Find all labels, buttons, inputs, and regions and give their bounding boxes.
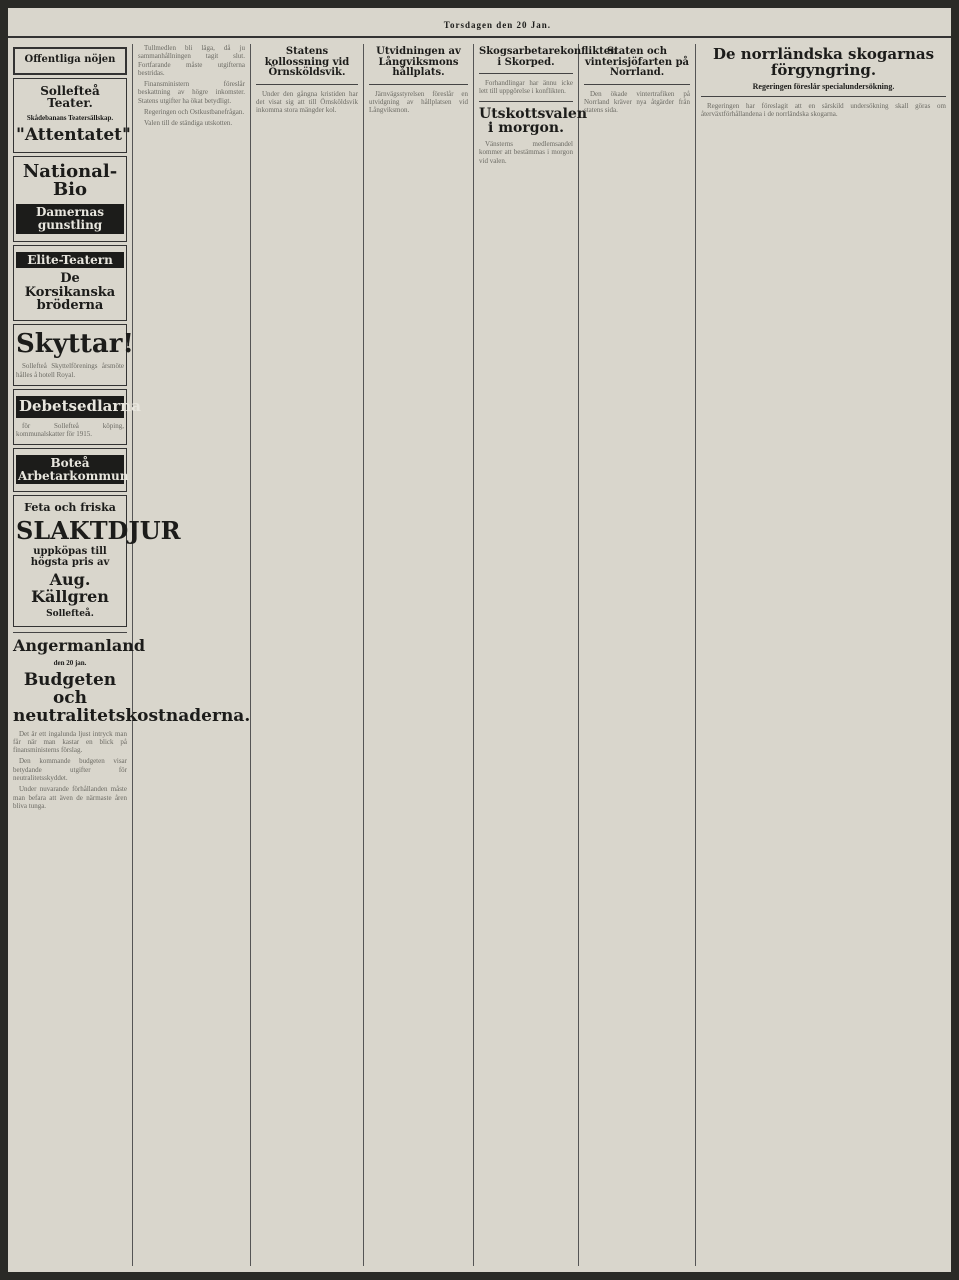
slaktdjur-ad: Feta och friska SLAKTDJUR uppköpas till högsta pris av Aug. Källgren Sollefteå. (13, 495, 127, 627)
ornskoldsvik-title: Statens kollossning vid Örnsköldsvik. (264, 46, 350, 78)
column-4 (364, 44, 474, 1266)
offentliga-noejen-header: Offentliga nöjen (13, 47, 127, 75)
utskottsvalen-title: Utskottsvalen i morgon. (479, 105, 588, 137)
debetsedlarna-ad: Debetsedlarna för Sollefteå köping, kommunalskatter för 1915. (13, 389, 127, 445)
norrlandska-title: De norrländska skogarnas förgyngring. (712, 45, 935, 79)
langvik-title: Utvidningen av Långviksmons hållplats. (376, 46, 461, 78)
skogsarbetare-title: Skogsarbetarekonflikten i Skorped. (479, 46, 618, 68)
masthead (8, 8, 951, 38)
elite-teatern-ad: Elite-Teatern De Korsikanska bröderna (13, 245, 127, 322)
statens-vinter-title: Staten och vinterisjöfarten på Norrland. (584, 46, 690, 78)
skyttar-ad: Skyttar! Sollefteå Skyttelförenings årsmöte hålles å hotell Royal. (13, 324, 127, 386)
column-3 (251, 44, 364, 1266)
botea-ad: Boteå Arbetarkommun (13, 448, 127, 492)
angermanland-title: Angermanland (13, 636, 146, 656)
skogsarbetare-body: Forhandlingar har ännu icke lett till uppgörelse i konflikten. (479, 79, 573, 96)
norrlandska-body: Regeringen har föreslagit att en särskild undersökning skall göras om återväxtförhållandena i de norrländska skogarna. (701, 101, 946, 118)
budgeten-body: Det är ett ingalunda ljust intryck man får när man kastar en blick på finansministerns förslag. Den kommande budgeten visar betydande utgifter för neutralitetsskyddet. Under nuvarande förhållanden måste man befara att även de närmaste åren bliva tunga. (13, 729, 127, 810)
column-6 (579, 44, 696, 1266)
newspaper-page (8, 8, 951, 1272)
budgeten-title: Budgeten och neutralitetskostnaderna. (13, 670, 251, 726)
norrlandska-subtitle: Regeringen föreslår specialundersökning. (752, 81, 895, 91)
column-2-body: Tullmedlen bli läga, då ju sammanhållningen tagit slut. Fortfarande måste utgifterna bestridas. Finansministern föreslår beskattning av högre inkomster. Statens utgifter ha ökat betydligt. Regeringen och Ostkustbanefrågan. Valen till de ständiga utskotten. (138, 44, 245, 128)
column-2 (133, 44, 251, 1266)
ornskoldsvik-body: Under den gångna kristiden har det visat sig att till Örnsköldsvik inkomma stora mängder kol. (256, 89, 358, 115)
langvik-body: Järnvägsstyrelsen föreslår en utvidgning av hållplatsen vid Långviksmon. (369, 89, 468, 115)
column-5 (474, 44, 618, 1266)
utskottsvalen-body: Vänsterns medlemsandel kommer att bestämmas i morgon vid valen. (479, 139, 573, 165)
column-7-8 (696, 44, 951, 1266)
biograf-ad: National-Bio Damernas gunstling (13, 156, 127, 242)
date-line: Torsdagen den 20 Jan. (443, 20, 551, 30)
teater-ad: Sollefteå Teater. Skådebanans Teatersällskap. "Attentatet" (13, 78, 127, 153)
statens-vinter-body: Den ökade vintertrafiken på Norrland kräver nya åtgärder från statens sida. (584, 89, 690, 115)
ads-column: Offentliga nöjen Sollefteå Teater. Skådebanans Teatersällskap. "Attentatet" National-Bio Damernas gunstling Elite-Teatern De Korsikanska bröderna Skyttar! Sollefteå Skyttelförenings årsmöte hålles å hotell Royal. Debetsedlarna för Sollefteå köping, kommunalskatter för 1915. Boteå Arbetarkommun Feta och friska SLAKTDJUR uppköpas till högsta pris av Aug. Källgren Sollefteå. Angermanland den 20 jan. Budgeten och neutralitetskostnaderna. Det är ett ingalunda ljust intryck man får när man kastar en blick på finansministerns förslag. Den kommande budgeten visar betydande utgifter för neutralitetsskyddet. Under nuvarande förhållanden måste man befara att även de närmaste åren bliva tunga. (8, 44, 133, 1266)
